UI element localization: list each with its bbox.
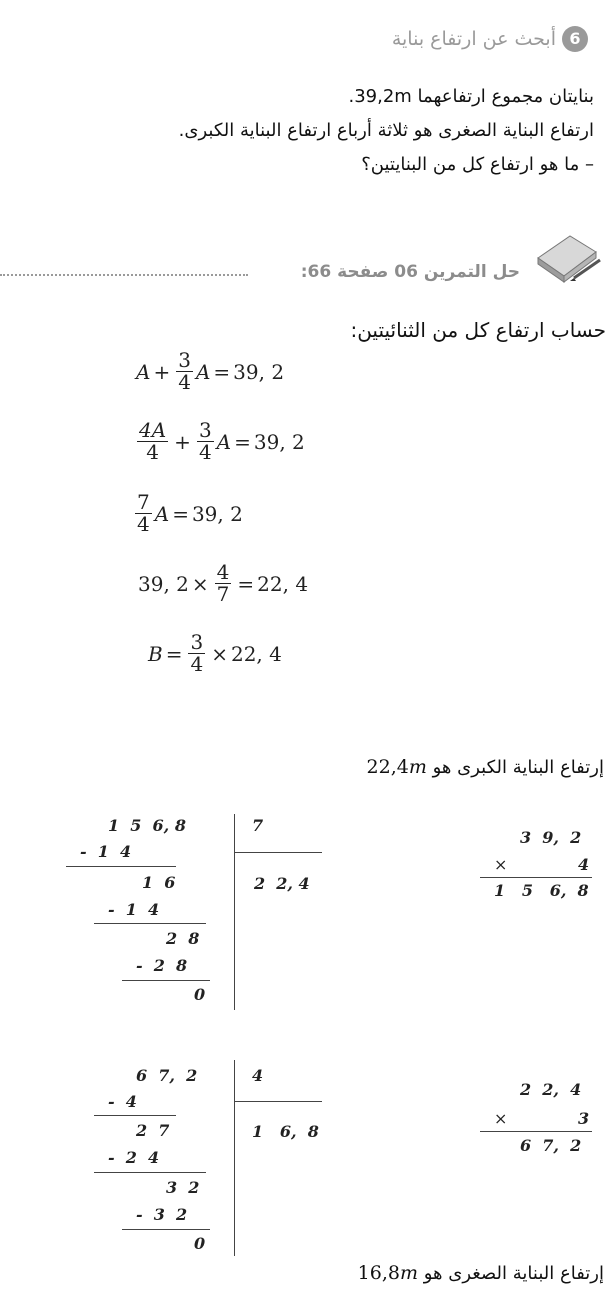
division2-dividend: 6 7, 2 — [136, 1066, 198, 1085]
problem-line-1: بنايتان مجموع ارتفاعهما 39,2m. — [348, 86, 594, 107]
division2-step: - 3 2 — [136, 1205, 188, 1224]
equation-1: A + $\frac{3}{4}$ A = 39, 2 — [136, 348, 285, 394]
equation-2: $\frac{4A}{4}$ + $\frac{3}{4}$ A = 39, 2 — [139, 418, 305, 464]
division1-step: - 2 8 — [136, 956, 188, 975]
answer-big-building: إرتفاع البناية الكبرى هو 22,4m — [366, 756, 604, 778]
division2-step: - 4 — [108, 1092, 137, 1111]
division1-remainder: 0 — [194, 985, 206, 1004]
multiplication2-result: 6 7, 2 — [520, 1136, 582, 1155]
division1-step: 2 8 — [166, 929, 200, 948]
multiplication2-top: 2 2, 4 — [520, 1080, 582, 1099]
division2-step-line — [94, 1172, 206, 1173]
multiplication2-factor: 3 — [578, 1109, 590, 1128]
division1-step: - 1 4 — [108, 900, 160, 919]
equation-3: $\frac{7}{4}$ A = 39, 2 — [137, 490, 243, 536]
division1-step: - 1 4 — [80, 842, 132, 861]
solution-title: حل التمرين 06 صفحة 66: — [300, 262, 520, 282]
multiplication1-operator: × — [494, 855, 508, 874]
multiplication2-operator: × — [494, 1109, 508, 1128]
division1-step-line — [66, 866, 176, 867]
answer-small-building: إرتفاع البناية الصغرى هو 16,8m — [357, 1262, 604, 1284]
book-pen-icon — [530, 228, 604, 286]
division2-step: - 2 4 — [108, 1148, 160, 1167]
division2-step-line — [122, 1229, 210, 1230]
multiplication2-line — [480, 1131, 592, 1132]
division1-dividend: 1 5 6, 8 — [108, 816, 186, 835]
division1-quotient-line — [234, 852, 322, 853]
exercise-title: أبحث عن ارتفاع بناية — [391, 28, 556, 50]
division1-quotient: 2 2, 4 — [254, 874, 310, 893]
division2-step-line — [94, 1115, 176, 1116]
multiplication1-top: 3 9, 2 — [520, 828, 582, 847]
solution-subheading: حساب ارتفاع كل من الثنائيتين: — [350, 318, 606, 342]
division2-step: 2 7 — [136, 1121, 170, 1140]
exercise-number-badge: 6 — [562, 26, 588, 52]
division2-divisor: 4 — [252, 1066, 264, 1085]
problem-line-2: ارتفاع البناية الصغرى هو ثلاثة أرباع ارتفاع البناية الكبرى. — [178, 120, 594, 141]
division1-step-line — [94, 923, 206, 924]
division2-vertical-bar — [234, 1060, 235, 1256]
multiplication1-result: 1 5 6, 8 — [494, 881, 589, 900]
division1-vertical-bar — [234, 814, 235, 1010]
problem-line-3: – ما هو ارتفاع كل من البنايتين؟ — [361, 154, 594, 175]
division1-step: 1 6 — [142, 873, 176, 892]
division2-step: 3 2 — [166, 1178, 200, 1197]
multiplication1-line — [480, 877, 592, 878]
equation-5: B = $\frac{3}{4}$ × 22, 4 — [148, 630, 282, 676]
equation-4: 39, 2 × $\frac{4}{7}$ = 22, 4 — [138, 560, 309, 606]
division1-divisor: 7 — [252, 816, 264, 835]
multiplication1-factor: 4 — [578, 855, 590, 874]
division2-quotient: 1 6, 8 — [252, 1122, 319, 1141]
division2-remainder: 0 — [194, 1234, 206, 1253]
division2-quotient-line — [234, 1101, 322, 1102]
division1-step-line — [122, 980, 210, 981]
dotted-leader — [0, 274, 248, 276]
